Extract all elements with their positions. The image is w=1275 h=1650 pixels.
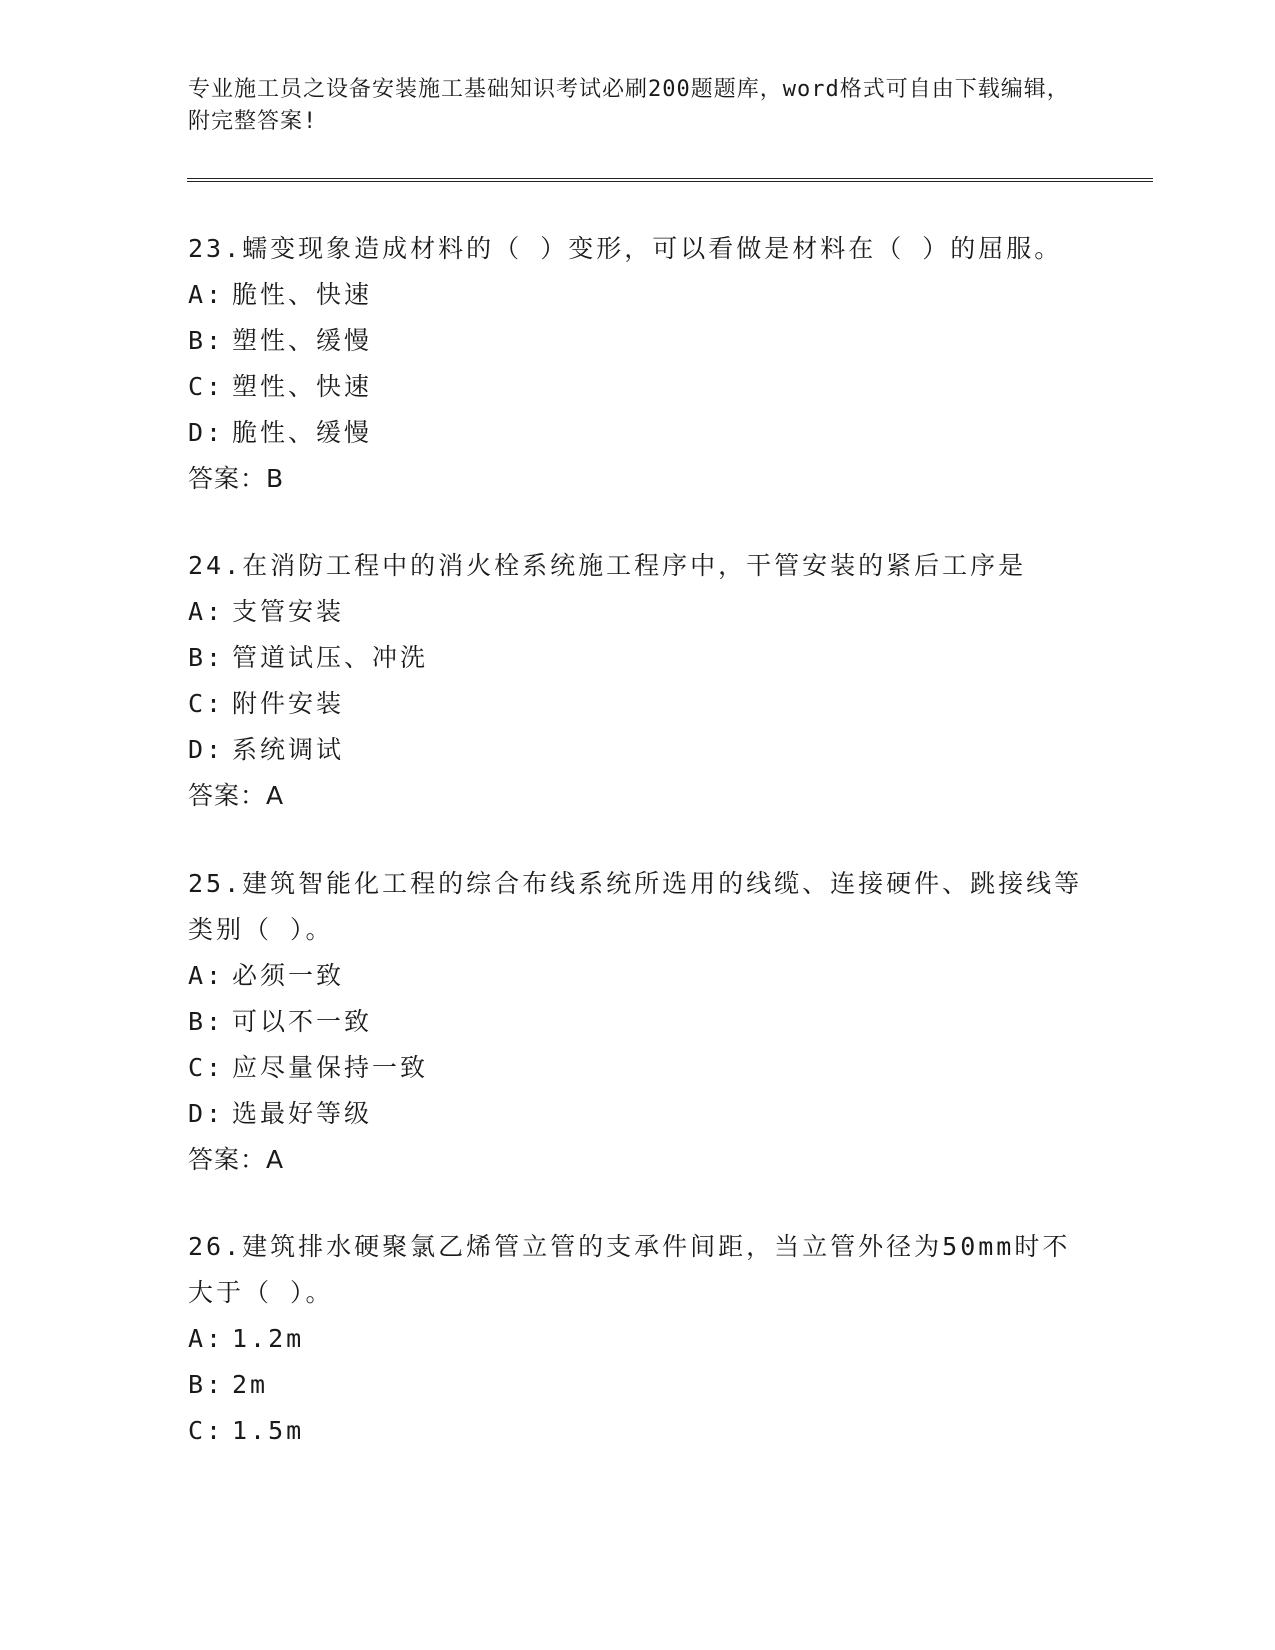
option-text: 支管安装 [232,597,345,626]
option-key: B: [188,643,225,672]
option-text: 1.2m [232,1324,305,1353]
question-stem: 23.蠕变现象造成材料的（ ）变形，可以看做是材料在（ ）的屈服。 [188,234,1063,263]
option-text: 系统调试 [232,735,345,764]
option-d [188,410,1088,456]
question-24 [188,543,1088,819]
option-a [188,589,1088,635]
question-23 [188,226,1088,502]
option-b [188,1362,1088,1408]
answer-line: 答案：A [188,781,285,810]
option-text: 塑性、快速 [232,372,373,401]
option-text: 附件安装 [232,689,345,718]
option-a [188,953,1088,999]
option-key: B: [188,1007,225,1036]
option-text: 必须一致 [232,961,345,990]
option-c [188,1045,1088,1091]
option-key: C: [188,372,225,401]
option-text: 脆性、缓慢 [232,418,373,447]
option-text: 应尽量保持一致 [232,1053,429,1082]
option-key: C: [188,1416,225,1445]
header-divider [187,178,1153,182]
option-key: A: [188,961,225,990]
option-key: D: [188,418,225,447]
option-key: D: [188,735,225,764]
option-text: 1.5m [232,1416,305,1445]
option-b [188,318,1088,364]
option-d [188,1091,1088,1137]
option-b [188,999,1088,1045]
option-key: C: [188,689,225,718]
option-text: 选最好等级 [232,1099,373,1128]
option-text: 脆性、快速 [232,280,373,309]
option-key: A: [188,597,225,626]
option-a [188,1316,1088,1362]
option-key: A: [188,1324,225,1353]
option-key: B: [188,1370,225,1399]
option-key: B: [188,326,225,355]
option-a [188,272,1088,318]
option-key: D: [188,1099,225,1128]
option-c [188,681,1088,727]
option-key: C: [188,1053,225,1082]
question-stem: 25.建筑智能化工程的综合布线系统所选用的线缆、连接硬件、跳接线等类别（ ）。 [188,869,1083,944]
question-26 [188,1224,1088,1454]
question-25 [188,861,1088,1183]
answer-line: 答案：A [188,1145,285,1174]
option-text: 管道试压、冲洗 [232,643,429,672]
answer-line: 答案：B [188,464,285,493]
question-stem: 24.在消防工程中的消火栓系统施工程序中，干管安装的紧后工序是 [188,551,1027,580]
option-key: A: [188,280,225,309]
option-b [188,635,1088,681]
option-text: 2m [232,1370,269,1399]
option-c [188,364,1088,410]
question-stem: 26.建筑排水硬聚氯乙烯管立管的支承件间距，当立管外径为50mm时不大于（ ）。 [188,1232,1071,1307]
option-text: 可以不一致 [232,1007,373,1036]
option-d [188,727,1088,773]
option-c [188,1408,1088,1454]
option-text: 塑性、缓慢 [232,326,373,355]
document-header: 专业施工员之设备安装施工基础知识考试必刷200题题库，word格式可自由下载编辑，附完整答案! [188,77,1070,134]
